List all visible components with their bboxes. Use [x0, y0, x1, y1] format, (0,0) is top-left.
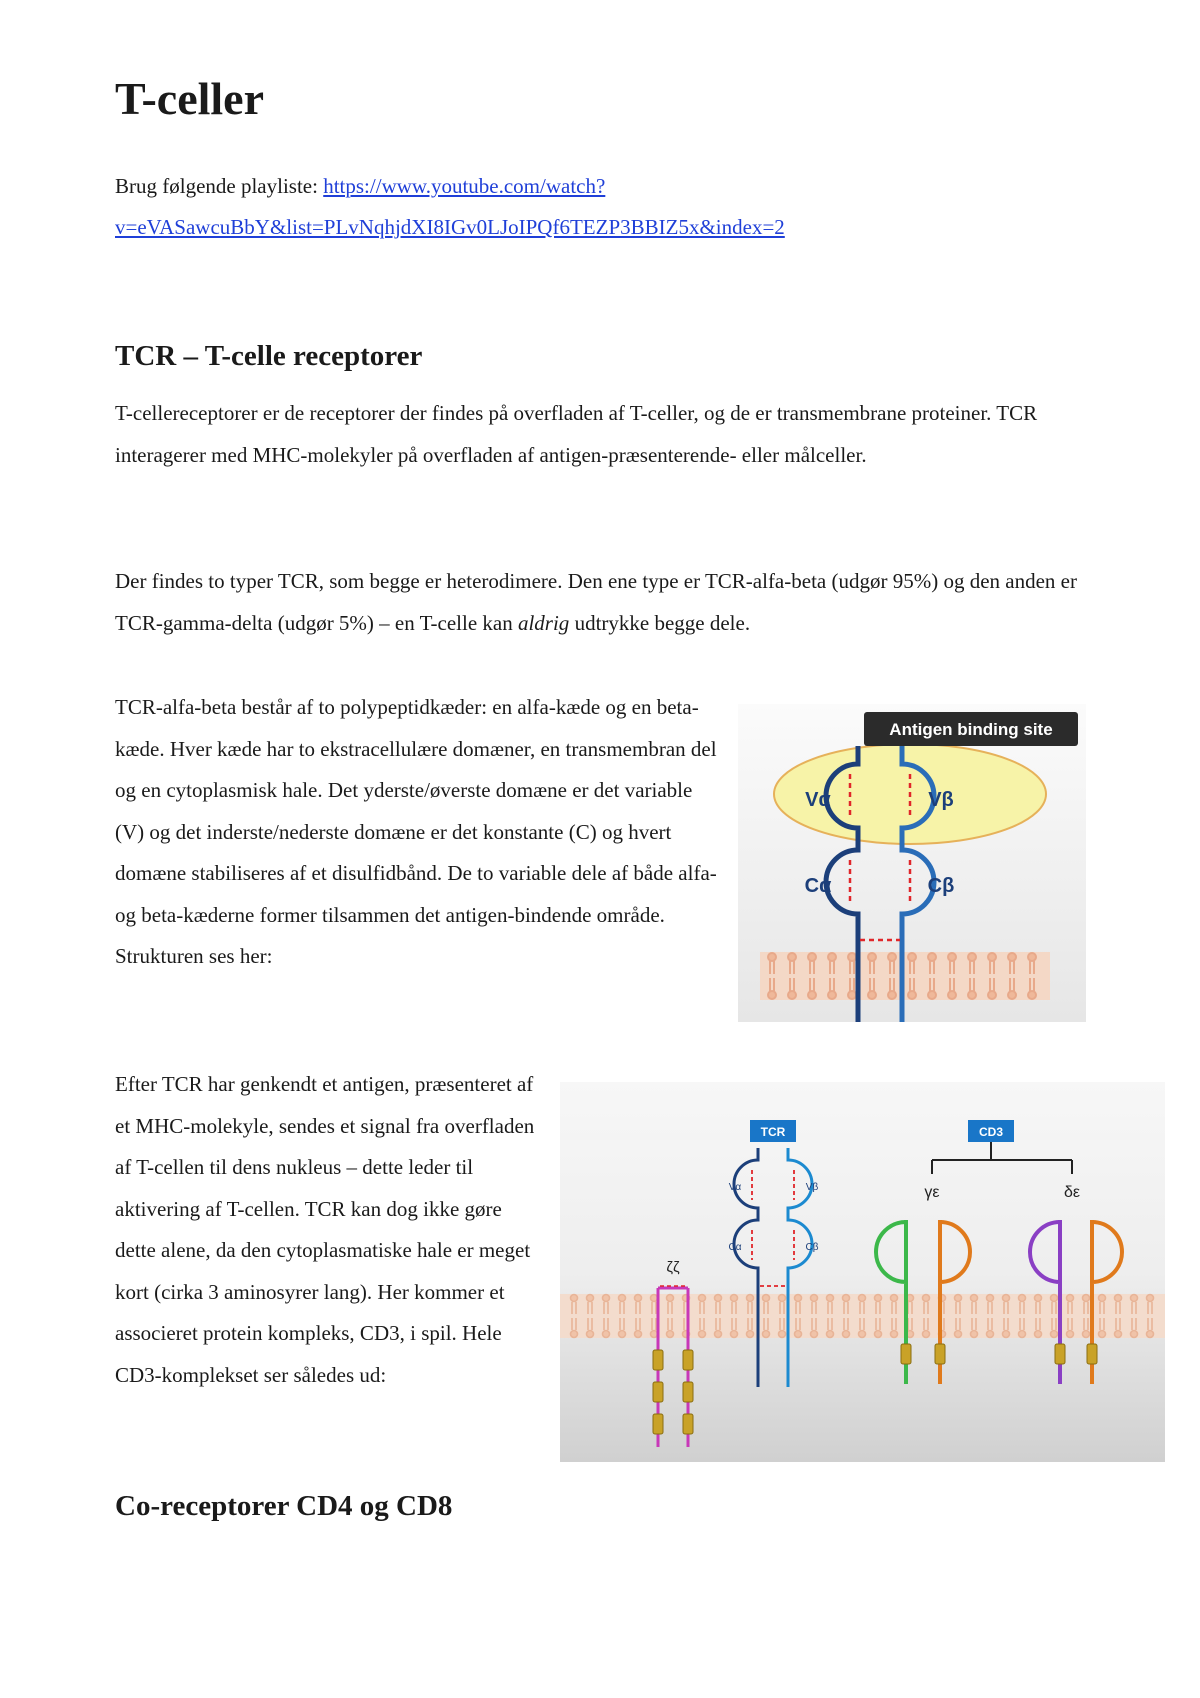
tcr-paragraph-4: Efter TCR har genkendt et antigen, præsenteret af et MHC-molekyle, sendes et signal fra overfladen af T-cellen til dens nukleus – dette leder til aktivering af T-cellen. TCR kan dog ikke gøre dette alene, da den cytoplasmatiske hale er meget kort (cirka 3 aminosyrer lang). Her kommer et associeret protein kompleks, CD3, i spil. Hele CD3-komplekset ser således ud:: [115, 1072, 535, 1387]
tcr-box-label: TCR: [760, 1125, 786, 1139]
membrane-lipids: [560, 1294, 1165, 1338]
c-alpha-label: Cα: [804, 875, 832, 897]
tcr-heading: TCR – T-celle receptorer: [115, 340, 423, 372]
ca-label: Cα: [728, 1242, 742, 1253]
page-title: T-celler: [115, 73, 265, 124]
tcr-paragraph-1: T-cellereceptorer er de receptorer der findes på overfladen af T-celler, og de er transmembrane proteiner. TCR interagerer med MHC-molekyler på overfladen af antigen-præsenterende- eller målceller.: [115, 401, 1038, 467]
v-alpha-label: Vα: [805, 789, 831, 811]
coreceptor-heading: Co-receptorer CD4 og CD8: [115, 1490, 453, 1522]
vb-label: Vβ: [805, 1182, 819, 1193]
para2-text-before: Der findes to typer TCR, som begge er heterodimere. Den ene type er TCR-alfa-beta (udgør 95%) og den anden er TCR-gamma-delta (udgør 5%) – en T-celle kan: [115, 569, 1077, 635]
binding-site-banner-text: Antigen binding site: [889, 720, 1053, 739]
playlist-link[interactable]: https://www.youtube.com/watch?: [323, 174, 606, 198]
c-beta-label: Cβ: [927, 875, 955, 897]
membrane-lipids: [760, 952, 1050, 1000]
intro-prefix: Brug følgende playliste:: [115, 174, 324, 198]
para2-text-after: udtrykke begge dele.: [569, 610, 751, 635]
playlist-link-continued[interactable]: v=eVASawcuBbY&list=PLvNqhjdXI8IGv0LJoIPQf6TEZP3BBIZ5x&index=2: [115, 215, 785, 239]
zeta-zeta-label: ζζ: [666, 1259, 680, 1276]
cb-label: Cβ: [805, 1242, 819, 1253]
cd3-complex-figure: [560, 1082, 1165, 1462]
tcr-structure-figure: [738, 704, 1086, 1022]
cd3-box-label: CD3: [978, 1125, 1004, 1139]
tcr-paragraph-3: TCR-alfa-beta består af to polypeptidkæder: en alfa-kæde og en beta-kæde. Hver kæde har to ekstracellulære domæner, en transmembran del og en cytoplasmisk hale. Det yderste/øverste domæne er det variable (V) og det inderste/nederste domæne er det konstante (C) og hvert domæne stabiliseres af et disulfidbånd. De to variable dele af både alfa- og beta-kæderne former tilsammen det antigen-bindende område. Strukturen ses her:: [115, 695, 717, 968]
va-label: Vα: [728, 1182, 742, 1193]
tcr-paragraph-2: [115, 561, 1095, 644]
v-beta-label: Vβ: [928, 789, 954, 811]
delta-epsilon-label: δε: [1063, 1184, 1081, 1201]
gamma-epsilon-label: γε: [924, 1184, 940, 1201]
intro-line: [115, 166, 1115, 248]
para2-emphasis: aldrig: [517, 610, 570, 635]
